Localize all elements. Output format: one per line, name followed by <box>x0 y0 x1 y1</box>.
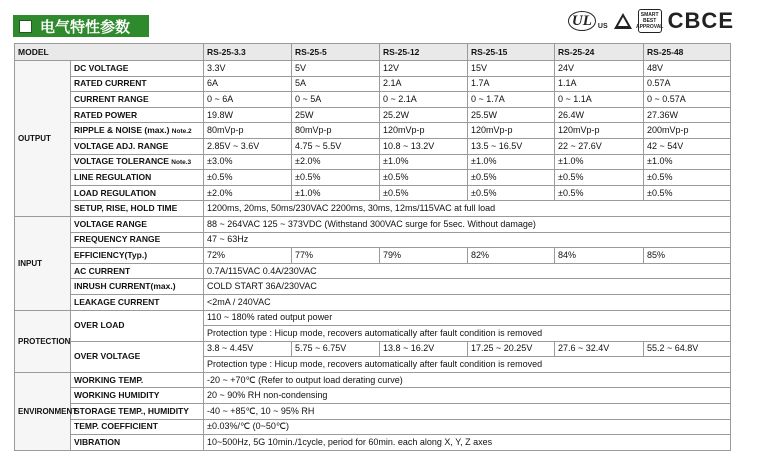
section-title-box <box>13 15 149 37</box>
param-label: OVER VOLTAGE <box>74 351 141 362</box>
param-label: WORKING HUMIDITY <box>74 390 160 401</box>
overvoltage-value: 5.75 ~ 6.75V <box>292 341 380 357</box>
output-value: 2.85V ~ 3.6V <box>204 138 292 154</box>
environment-value: 10~500Hz, 5G 10min./1cycle, period for 60min. each along X, Y, Z axes <box>204 435 731 451</box>
efficiency-value: 72% <box>204 248 292 264</box>
param-label: RATED CURRENT <box>74 78 147 89</box>
overvoltage-value: 17.25 ~ 20.25V <box>468 341 555 357</box>
output-value: 0 ~ 1.7A <box>468 92 555 108</box>
input-row <box>15 279 731 295</box>
output-value: 10.8 ~ 13.2V <box>380 138 468 154</box>
input-param <box>71 232 204 248</box>
output-row <box>15 92 731 108</box>
output-row <box>15 61 731 77</box>
efficiency-value: 84% <box>555 248 644 264</box>
environment-value: ±0.03%/℃ (0~50℃) <box>204 419 731 435</box>
cb-ce-marks: CBCE <box>667 8 734 33</box>
environment-param <box>71 372 204 388</box>
param-label: EFFICIENCY(Typ.) <box>74 249 148 260</box>
output-value: ±0.5% <box>380 185 468 201</box>
group-output: OUTPUT <box>15 61 71 217</box>
output-value: 48V <box>644 61 731 77</box>
output-value: 0 ~ 2.1A <box>380 92 468 108</box>
output-param <box>71 185 204 201</box>
output-value: ±1.0% <box>468 154 555 170</box>
page-header <box>0 0 760 42</box>
output-value: ±2.0% <box>204 185 292 201</box>
param-note: Note.2 <box>171 127 192 135</box>
certification-logos <box>568 8 734 34</box>
param-label: CURRENT RANGE <box>74 93 149 104</box>
output-value: ±0.5% <box>380 170 468 186</box>
param-label: LOAD REGULATION <box>74 187 157 198</box>
input-param <box>71 248 204 264</box>
output-value: ±3.0% <box>204 154 292 170</box>
efficiency-value: 79% <box>380 248 468 264</box>
environment-param <box>71 419 204 435</box>
output-value: 1.7A <box>468 76 555 92</box>
setup-param <box>71 201 204 217</box>
input-value: COLD START 36A/230VAC <box>204 279 731 295</box>
output-value: 25.2W <box>380 107 468 123</box>
output-row <box>15 185 731 201</box>
output-value: 27.36W <box>644 107 731 123</box>
output-value: 120mVp-p <box>555 123 644 139</box>
output-row <box>15 123 731 139</box>
output-value: ±2.0% <box>292 154 380 170</box>
output-value: 25.5W <box>468 107 555 123</box>
input-param <box>71 263 204 279</box>
warning-triangle-icon <box>614 13 632 29</box>
output-value: 15V <box>468 61 555 77</box>
output-value: ±0.5% <box>555 185 644 201</box>
output-value: 26.4W <box>555 107 644 123</box>
output-value: 0 ~ 6A <box>204 92 292 108</box>
output-value: 0 ~ 0.57A <box>644 92 731 108</box>
output-value: 5A <box>292 76 380 92</box>
overvoltage-value: 55.2 ~ 64.8V <box>644 341 731 357</box>
param-label: WORKING TEMP. <box>74 374 144 385</box>
efficiency-value: 77% <box>292 248 380 264</box>
param-label: SETUP, RISE, HOLD TIME <box>74 203 178 214</box>
overvoltage-param <box>71 341 204 372</box>
overload-param <box>71 310 204 341</box>
output-param <box>71 107 204 123</box>
input-row <box>15 248 731 264</box>
output-value: ±1.0% <box>292 185 380 201</box>
param-label: VOLTAGE TOLERANCE <box>74 155 169 166</box>
environment-value: 20 ~ 90% RH non-condensing <box>204 388 731 404</box>
efficiency-value: 85% <box>644 248 731 264</box>
output-param <box>71 170 204 186</box>
input-value: 47 ~ 63Hz <box>204 232 731 248</box>
output-row <box>15 154 731 170</box>
output-value: 120mVp-p <box>380 123 468 139</box>
output-value: 80mVp-p <box>292 123 380 139</box>
environment-param <box>71 388 204 404</box>
group-input: INPUT <box>15 216 71 310</box>
param-label: OVER LOAD <box>74 320 125 331</box>
output-value: 22 ~ 27.6V <box>555 138 644 154</box>
setup-value: 1200ms, 20ms, 50ms/230VAC 2200ms, 30ms, 12ms/115VAC at full load <box>204 201 731 217</box>
model-col-2: RS-25-5 <box>292 44 380 61</box>
param-label: FREQUENCY RANGE <box>74 234 161 245</box>
output-param <box>71 76 204 92</box>
group-environment: ENVIRONMENT <box>15 372 71 450</box>
output-value: 0.57A <box>644 76 731 92</box>
output-value: ±0.5% <box>292 170 380 186</box>
param-label: VOLTAGE RANGE <box>74 218 147 229</box>
output-value: 200mVp-p <box>644 123 731 139</box>
output-param <box>71 138 204 154</box>
overload-range: 110 ~ 180% rated output power <box>204 310 731 326</box>
ul-certification-icon: UL <box>568 11 596 31</box>
model-col-1: RS-25-3.3 <box>204 44 292 61</box>
output-value: 13.5 ~ 16.5V <box>468 138 555 154</box>
output-value: 42 ~ 54V <box>644 138 731 154</box>
output-value: ±1.0% <box>644 154 731 170</box>
output-value: ±0.5% <box>468 170 555 186</box>
output-row <box>15 170 731 186</box>
param-label: DC VOLTAGE <box>74 62 129 73</box>
model-col-4: RS-25-15 <box>468 44 555 61</box>
environment-param <box>71 404 204 420</box>
output-value: 19.8W <box>204 107 292 123</box>
environment-row <box>15 419 731 435</box>
overvoltage-value: 3.8 ~ 4.45V <box>204 341 292 357</box>
param-label: VIBRATION <box>74 437 121 448</box>
param-label: RIPPLE & NOISE (max.) <box>74 124 170 135</box>
input-row <box>15 294 731 310</box>
output-value: ±1.0% <box>380 154 468 170</box>
efficiency-value: 82% <box>468 248 555 264</box>
model-col-5: RS-25-24 <box>555 44 644 61</box>
param-label: LEAKAGE CURRENT <box>74 296 160 307</box>
input-value: 0.7A/115VAC 0.4A/230VAC <box>204 263 731 279</box>
output-value: 12V <box>380 61 468 77</box>
param-note: Note.3 <box>171 158 192 166</box>
output-value: ±0.5% <box>204 170 292 186</box>
output-param <box>71 92 204 108</box>
param-label: STORAGE TEMP., HUMIDITY <box>74 405 189 416</box>
output-value: 1.1A <box>555 76 644 92</box>
output-value: 4.75 ~ 5.5V <box>292 138 380 154</box>
param-label: INRUSH CURRENT(max.) <box>74 281 176 292</box>
input-param <box>71 216 204 232</box>
overvoltage-type: Protection type : Hicup mode, recovers automatically after fault condition is removed <box>204 357 731 373</box>
group-protection: PROTECTION <box>15 310 71 372</box>
overload-row-1 <box>15 310 731 326</box>
input-row <box>15 263 731 279</box>
environment-row <box>15 435 731 451</box>
output-row <box>15 76 731 92</box>
output-value: ±1.0% <box>555 154 644 170</box>
model-col-6: RS-25-48 <box>644 44 731 61</box>
output-value: ±0.5% <box>468 185 555 201</box>
output-value: 6A <box>204 76 292 92</box>
param-label: TEMP. COEFFICIENT <box>74 421 158 432</box>
input-value: <2mA / 240VAC <box>204 294 731 310</box>
output-value: ±0.5% <box>644 185 731 201</box>
output-value: ±0.5% <box>555 170 644 186</box>
model-header-row <box>15 44 731 61</box>
model-label: MODEL <box>15 44 204 61</box>
input-row <box>15 232 731 248</box>
environment-row <box>15 404 731 420</box>
overvoltage-row-1 <box>15 341 731 357</box>
input-param <box>71 279 204 295</box>
overvoltage-value: 13.8 ~ 16.2V <box>380 341 468 357</box>
overvoltage-value: 27.6 ~ 32.4V <box>555 341 644 357</box>
param-label: LINE REGULATION <box>74 171 152 182</box>
output-value: 0 ~ 1.1A <box>555 92 644 108</box>
environment-value: -40 ~ +85℃, 10 ~ 95% RH <box>204 404 731 420</box>
output-param <box>71 123 204 139</box>
output-param <box>71 154 204 170</box>
output-value: 24V <box>555 61 644 77</box>
output-value: 5V <box>292 61 380 77</box>
output-row <box>15 107 731 123</box>
output-value: 120mVp-p <box>468 123 555 139</box>
param-label: RATED POWER <box>74 109 138 120</box>
output-value: 25W <box>292 107 380 123</box>
environment-value: -20 ~ +70℃ (Refer to output load derating curve) <box>204 372 731 388</box>
output-value: 80mVp-p <box>204 123 292 139</box>
output-row <box>15 138 731 154</box>
model-col-3: RS-25-12 <box>380 44 468 61</box>
output-value: ±0.5% <box>644 170 731 186</box>
environment-param <box>71 435 204 451</box>
input-row <box>15 216 731 232</box>
setup-rise-hold-row <box>15 201 731 217</box>
output-value: 2.1A <box>380 76 468 92</box>
specification-table <box>14 43 731 451</box>
output-value: 0 ~ 5A <box>292 92 380 108</box>
output-value: 3.3V <box>204 61 292 77</box>
approval-badge-icon: SMART BEST APPROVAL <box>638 9 662 33</box>
param-label: AC CURRENT <box>74 265 131 276</box>
output-param <box>71 61 204 77</box>
environment-row <box>15 388 731 404</box>
title-square-icon <box>19 20 32 33</box>
section-title: 电气特性参数 <box>40 18 131 36</box>
input-value: 88 ~ 264VAC 125 ~ 373VDC (Withstand 300VAC surge for 5sec. Without damage) <box>204 216 731 232</box>
environment-row <box>15 372 731 388</box>
us-mark: US <box>597 22 608 30</box>
input-param <box>71 294 204 310</box>
overload-type: Protection type : Hicup mode, recovers automatically after fault condition is removed <box>204 326 731 342</box>
param-label: VOLTAGE ADJ. RANGE <box>74 140 169 151</box>
